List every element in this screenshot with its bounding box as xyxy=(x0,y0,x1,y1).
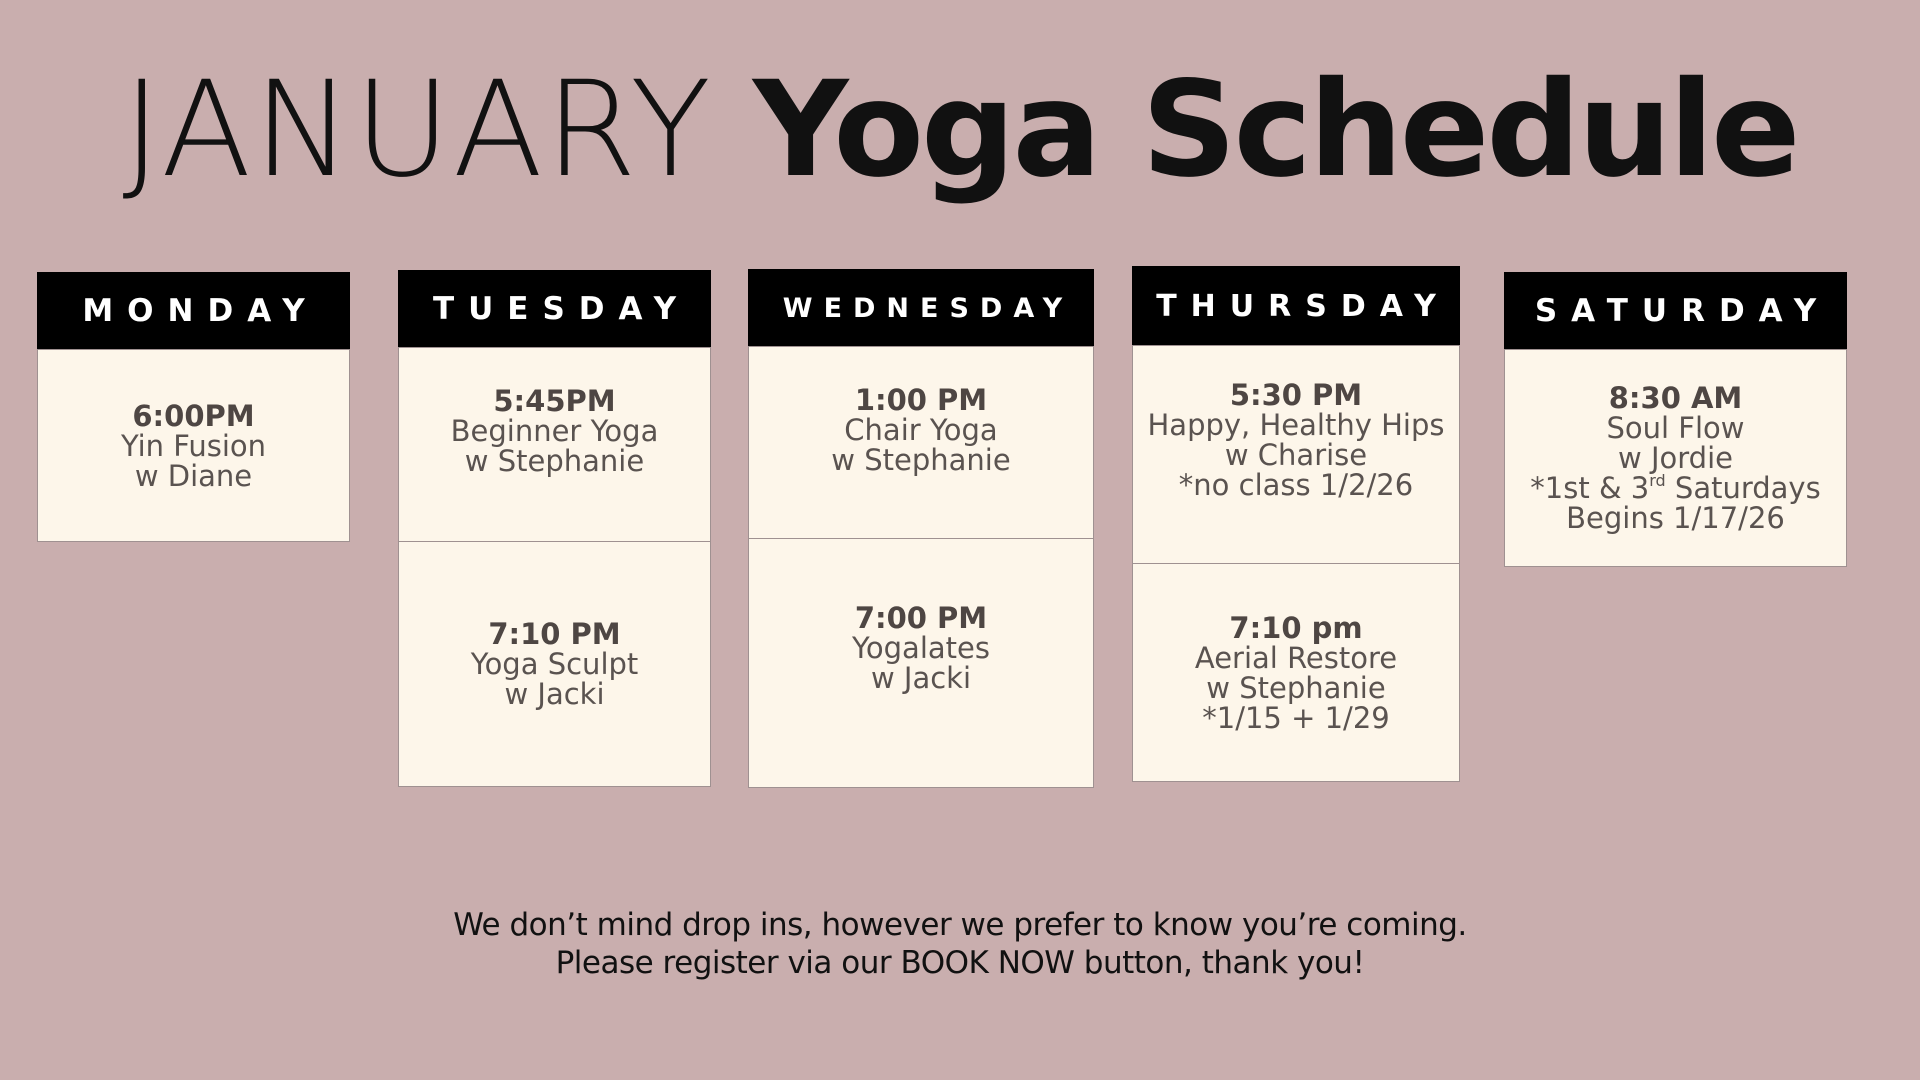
day-header-monday: MONDAY xyxy=(37,272,350,350)
class-name: Yogalates xyxy=(852,631,990,665)
footer-line-2: Please register via our BOOK NOW button, thank you! xyxy=(555,945,1365,981)
class-name: Yoga Sculpt xyxy=(470,647,639,681)
class-start-note: Begins 1/17/26 xyxy=(1566,501,1785,535)
class-card xyxy=(398,541,711,787)
title-month: JANUARY xyxy=(122,53,713,207)
class-card xyxy=(398,347,711,542)
class-name: Happy, Healthy Hips xyxy=(1147,408,1445,442)
class-instructor: w Stephanie xyxy=(464,444,645,478)
class-note: *no class 1/2/26 xyxy=(1178,468,1414,502)
page-title xyxy=(0,50,1920,210)
class-instructor: w Diane xyxy=(134,458,253,493)
class-card xyxy=(1132,563,1460,782)
class-card xyxy=(37,349,350,542)
class-instructor: w Stephanie xyxy=(1206,670,1386,705)
class-time: 7:10 pm xyxy=(1229,610,1363,645)
class-time: 5:30 PM xyxy=(1229,378,1363,412)
class-card xyxy=(1504,349,1847,567)
class-note-suffix: Saturdays xyxy=(1665,471,1821,505)
class-card xyxy=(748,538,1094,788)
class-name: Aerial Restore xyxy=(1194,640,1398,675)
day-column-thursday xyxy=(1132,266,1460,782)
title-main: Yoga Schedule xyxy=(752,53,1798,207)
day-column-tuesday xyxy=(398,270,711,787)
class-note: *1/15 + 1/29 xyxy=(1202,700,1390,735)
class-note-prefix: *1st & 3 xyxy=(1530,471,1650,505)
class-note-superscript: rd xyxy=(1649,471,1666,490)
class-card xyxy=(748,346,1094,539)
class-time: 1:00 PM xyxy=(854,383,988,417)
class-note xyxy=(1530,473,1820,503)
footer-message xyxy=(0,906,1920,982)
day-column-saturday xyxy=(1504,272,1847,567)
class-time: 7:10 PM xyxy=(488,617,621,651)
class-name: Chair Yoga xyxy=(844,413,998,447)
footer-line-1: We don’t mind drop ins, however we prefer to know you’re coming. xyxy=(453,907,1467,943)
class-card xyxy=(1132,345,1460,564)
class-name: Soul Flow xyxy=(1606,411,1745,445)
class-time: 8:30 AM xyxy=(1608,381,1743,415)
class-time: 6:00PM xyxy=(132,398,255,433)
class-instructor: w Jacki xyxy=(870,661,972,695)
day-header-tuesday: TUESDAY xyxy=(398,270,711,348)
class-instructor: w Stephanie xyxy=(831,443,1011,477)
day-column-monday xyxy=(37,272,350,542)
class-instructor: w Jacki xyxy=(504,677,605,711)
class-time: 7:00 PM xyxy=(854,601,988,635)
class-time: 5:45PM xyxy=(493,384,616,418)
class-name: Yin Fusion xyxy=(120,428,267,463)
day-header-thursday: THURSDAY xyxy=(1132,266,1460,346)
class-instructor: w Jordie xyxy=(1618,441,1733,475)
class-name: Beginner Yoga xyxy=(450,414,659,448)
day-header-wednesday: WEDNESDAY xyxy=(748,269,1094,347)
class-instructor: w Charise xyxy=(1224,438,1368,472)
day-header-saturday: SATURDAY xyxy=(1504,272,1847,350)
day-column-wednesday xyxy=(748,269,1094,788)
